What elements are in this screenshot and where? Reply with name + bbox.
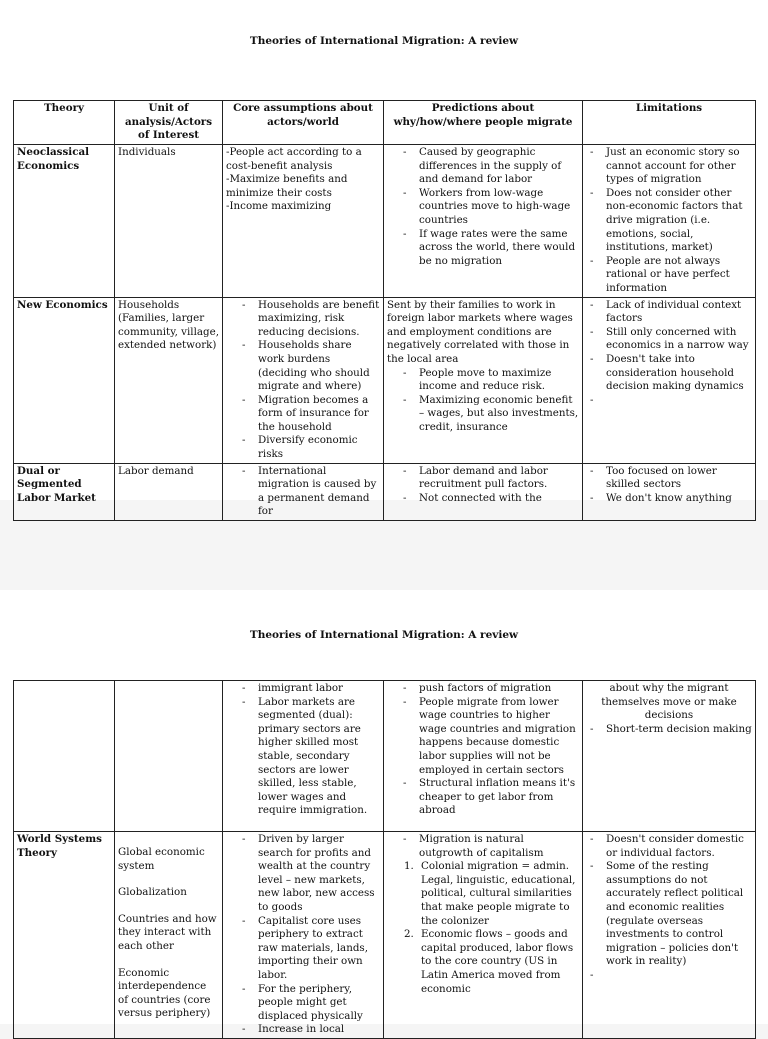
unit-item: Countries and how they interact with each other xyxy=(118,912,217,952)
list-item: - Some of the resting assumptions do not accurately reflect political and economic realities (regulate overseas investments to control migration – policies don't work in reality) xyxy=(586,860,752,969)
predictions-cell xyxy=(384,297,583,463)
list-item: - Too focused on lower skilled sectors xyxy=(586,465,752,492)
migration-theories-table-continued xyxy=(13,680,756,1039)
unit-of-analysis-empty xyxy=(115,681,223,832)
continued-text: about why the migrant themselves move or make decisions xyxy=(601,682,737,722)
list-item: - Short-term decision making xyxy=(586,723,752,737)
document-title: Theories of International Migration: A review xyxy=(249,35,519,47)
list-item: - Households share work burdens (deciding who should migrate and where) xyxy=(226,339,380,393)
list-item: - People migrate from lower wage countries to higher wage countries and migration happens because domestic labor supplies will not be employed in certain sectors xyxy=(387,696,579,778)
core-assumptions: -People act according to a cost-benefit analysis -Maximize benefits and minimize their costs -Income maximizing xyxy=(223,145,384,298)
theory-name: Neoclassical Economics xyxy=(14,145,115,298)
table-row-dual-labor-market xyxy=(14,463,756,520)
list-item: - Lack of individual context factors xyxy=(586,299,752,326)
list-item: - Households are benefit maximizing, risk reducing decisions. xyxy=(226,299,380,340)
list-item: - We don't know anything xyxy=(586,492,752,506)
limitations-cell xyxy=(583,145,756,298)
header-limitations: Limitations xyxy=(583,101,756,145)
list-item: - Migration becomes a form of insurance for the household xyxy=(226,394,380,435)
limitations-cell xyxy=(583,832,756,1039)
list-item: - Labor demand and labor recruitment pull factors. xyxy=(387,465,579,492)
list-item: - International migration is caused by a permanent demand for xyxy=(226,465,380,519)
header-core-assumptions: Core assumptions about actors/world xyxy=(223,101,384,145)
unit-item: Global economic system xyxy=(118,846,205,872)
table-row-dual-continued xyxy=(14,681,756,832)
list-item: - Caused by geographic differences in the supply of and demand for labor xyxy=(387,146,579,187)
continued-text: - immigrant labor xyxy=(226,682,380,696)
continued-text: - push factors of migration xyxy=(387,682,579,696)
list-item: - Driven by larger search for profits and wealth at the country level – new markets, new labor, new access to goods xyxy=(226,833,380,915)
unit-of-analysis: Households (Families, larger community, village, extended network) xyxy=(115,297,223,463)
list-item: - Diversify economic risks xyxy=(226,434,380,461)
list-item: - Not connected with the xyxy=(387,492,579,506)
header-theory: Theory xyxy=(14,101,115,145)
list-item: - Doesn't consider domestic or individual factors. xyxy=(586,833,752,860)
document-title: Theories of International Migration: A review xyxy=(249,629,519,641)
unit-of-analysis-cell xyxy=(115,832,223,1039)
list-item: - Capitalist core uses periphery to extract raw materials, lands, importing their own labor. xyxy=(226,915,380,983)
core-assumptions-cell xyxy=(223,297,384,463)
list-item: - For the periphery, people might get displaced physically xyxy=(226,983,380,1024)
list-item: - Increase in local xyxy=(226,1023,380,1037)
numbered-item: 2. Economic flows – goods and capital produced, labor flows to the core country (US in Latin America moved from economic xyxy=(404,928,574,995)
table-header-row xyxy=(14,101,756,145)
unit-item: Economic interdependence of countries (core versus periphery) xyxy=(118,966,211,1020)
predictions-cell xyxy=(384,681,583,832)
list-item: - Still only concerned with economics in a narrow way xyxy=(586,326,752,353)
unit-item: Globalization xyxy=(118,886,187,899)
theory-name-empty xyxy=(14,681,115,832)
table-row-new-economics xyxy=(14,297,756,463)
core-assumptions-cell xyxy=(223,463,384,520)
table-row-neoclassical xyxy=(14,145,756,298)
document-page-1 xyxy=(0,0,768,518)
theory-name: Dual or Segmented Labor Market xyxy=(14,463,115,520)
list-item: - Maximizing economic benefit – wages, but also investments, credit, insurance xyxy=(387,394,579,435)
list-item: - People are not always rational or have perfect information xyxy=(586,255,752,296)
predictions-cell xyxy=(384,832,583,1039)
header-unit-of-analysis: Unit of analysis/Actors of Interest xyxy=(115,101,223,145)
list-item: - If wage rates were the same across the world, there would be no migration xyxy=(387,228,579,269)
numbered-item: 1. Colonial migration = admin. Legal, linguistic, educational, political, cultural similarities that make people migrate to the colonizer xyxy=(404,860,576,927)
limitations-cell xyxy=(583,681,756,832)
document-page-2 xyxy=(0,590,768,1036)
predictions-cell xyxy=(384,463,583,520)
list-item: - Doesn't take into consideration household decision making dynamics xyxy=(586,353,752,394)
list-item: - Just an economic story so cannot account for other types of migration xyxy=(586,146,752,187)
predictions-intro: Sent by their families to work in foreign labor markets where wages and employment conditions are negatively correlated with those in the local area xyxy=(387,298,573,365)
predictions-cell xyxy=(384,145,583,298)
core-assumptions-cell xyxy=(223,832,384,1039)
list-item: - Does not consider other non-economic factors that drive migration (i.e. emotions, social, institutions, market) xyxy=(586,187,752,255)
list-item: - People move to maximize income and reduce risk. xyxy=(387,367,579,394)
core-assumptions-cell xyxy=(223,681,384,832)
list-item: - Structural inflation means it's cheaper to get labor from abroad xyxy=(387,777,579,818)
table-row-world-systems xyxy=(14,832,756,1039)
theory-name: World Systems Theory xyxy=(14,832,115,1039)
unit-of-analysis: Individuals xyxy=(115,145,223,298)
unit-of-analysis: Labor demand xyxy=(115,463,223,520)
limitations-cell xyxy=(583,463,756,520)
limitations-cell xyxy=(583,297,756,463)
list-item: - Migration is natural outgrowth of capitalism xyxy=(387,833,579,860)
list-item: - Workers from low-wage countries move to high-wage countries xyxy=(387,187,579,228)
list-item: - Labor markets are segmented (dual): primary sectors are higher skilled most stable, secondary sectors are lower skilled, less stable, lower wages and require immigration. xyxy=(226,696,380,818)
theory-name: New Economics xyxy=(14,297,115,463)
header-predictions: Predictions about why/how/where people migrate xyxy=(384,101,583,145)
migration-theories-table xyxy=(13,100,756,521)
